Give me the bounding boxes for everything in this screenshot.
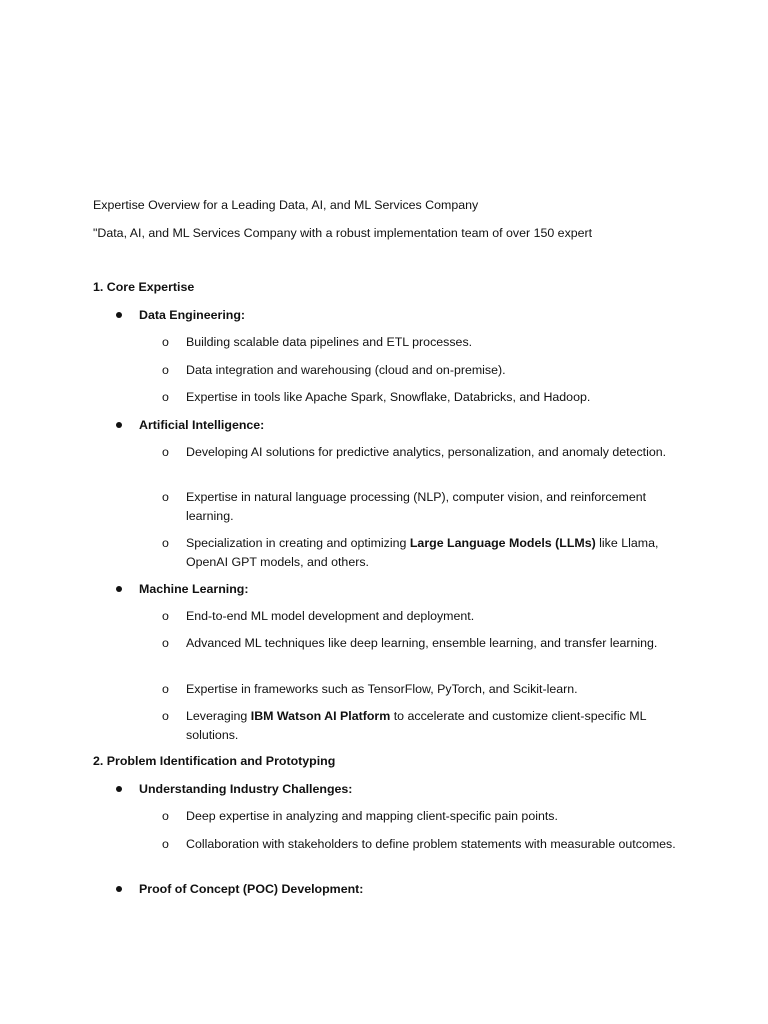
list-item-text: like Llama, OpenAI GPT models, and others.	[186, 536, 659, 569]
bullet-icon	[116, 886, 122, 892]
bullet-icon	[116, 786, 122, 792]
sub-bullet-icon: o	[162, 536, 169, 550]
list-item: Advanced ML techniques like deep learning, ensemble learning, and transfer learning.	[186, 636, 658, 650]
list-item: End-to-end ML model development and deployment.	[186, 609, 475, 623]
document-subtitle: "Data, AI, and ML Services Company with a robust implementation team of over 150 expert	[93, 226, 593, 240]
sub-bullet-icon: o	[162, 809, 169, 823]
section-heading-core-expertise: 1. Core Expertise	[93, 280, 195, 294]
list-item: Expertise in tools like Apache Spark, Snowflake, Databricks, and Hadoop.	[186, 390, 591, 404]
sub-bullet-icon: o	[162, 490, 169, 504]
section-heading-problem-identification: 2. Problem Identification and Prototyping	[93, 754, 336, 768]
list-item: Data integration and warehousing (cloud and on-premise).	[186, 363, 506, 377]
sub-bullet-icon: o	[162, 363, 169, 377]
sub-bullet-icon: o	[162, 636, 169, 650]
list-item	[186, 707, 676, 744]
sub-bullet-icon: o	[162, 390, 169, 404]
list-item-text: Specialization in creating and optimizing	[186, 536, 410, 550]
bullet-icon	[116, 422, 122, 428]
list-item: Building scalable data pipelines and ETL processes.	[186, 335, 473, 349]
sub-bullet-icon: o	[162, 335, 169, 349]
list-item: Deep expertise in analyzing and mapping client-specific pain points.	[186, 809, 558, 823]
bullet-icon	[116, 312, 122, 318]
sub-bullet-icon: o	[162, 682, 169, 696]
sub-bullet-icon: o	[162, 445, 169, 459]
list-item-emphasis: Large Language Models (LLMs)	[409, 536, 596, 550]
sub-bullet-icon: o	[162, 837, 169, 851]
list-item-emphasis: IBM Watson AI Platform	[250, 709, 391, 723]
list-item: Expertise in frameworks such as TensorFlow, PyTorch, and Scikit-learn.	[186, 682, 578, 696]
group-label-machine-learning: Machine Learning:	[139, 582, 249, 596]
list-item-text: Leveraging	[186, 709, 251, 723]
group-label-poc-development: Proof of Concept (POC) Development:	[139, 882, 364, 896]
group-label-artificial-intelligence: Artificial Intelligence:	[139, 418, 265, 432]
list-item: Expertise in natural language processing (NLP), computer vision, and reinforcement learning.	[186, 490, 647, 523]
sub-bullet-icon: o	[162, 709, 169, 723]
list-item: Developing AI solutions for predictive analytics, personalization, and anomaly detection.	[186, 445, 667, 459]
list-item	[186, 534, 676, 571]
sub-bullet-icon: o	[162, 609, 169, 623]
list-item: Collaboration with stakeholders to define problem statements with measurable outcomes.	[186, 837, 676, 851]
group-label-understanding-challenges: Understanding Industry Challenges:	[139, 782, 353, 796]
list-item-text: to accelerate and customize client-specific ML solutions.	[186, 709, 647, 742]
bullet-icon	[116, 586, 122, 592]
group-label-data-engineering: Data Engineering:	[139, 308, 246, 322]
document-title: Expertise Overview for a Leading Data, AI, and ML Services Company	[93, 198, 479, 212]
